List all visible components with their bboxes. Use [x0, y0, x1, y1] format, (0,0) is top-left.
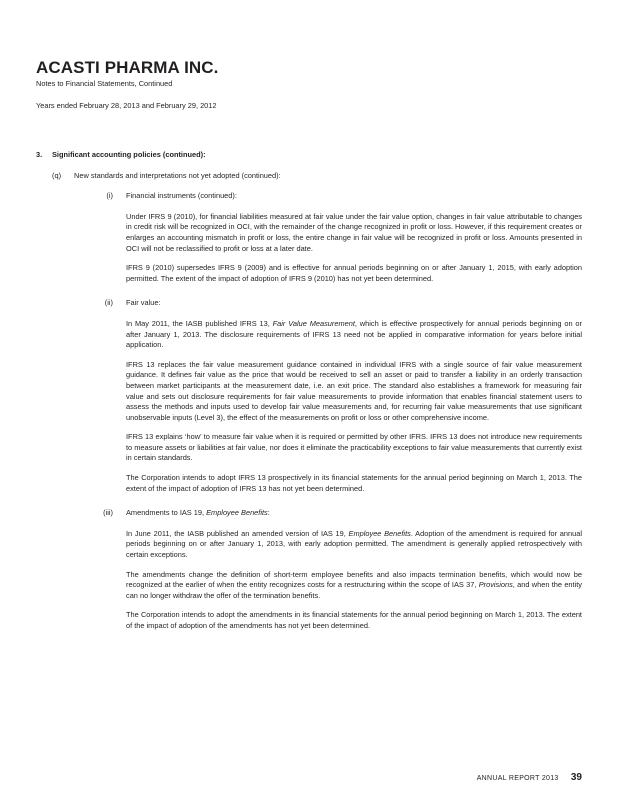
paragraph	[36, 529, 582, 561]
item-heading	[36, 298, 582, 309]
paragraph: IFRS 13 replaces the fair value measurement guidance contained in individual IFRS with a single source of fair value measurement guidance. It defines fair value as the price that would be received to sell an asset or paid to transfer a liability in an orderly transaction between market participants at the measurement date, i.e. an exit price. The standard also establishes a framework for measuring fair value and sets out disclosure requirements for fair value measurements to provide information that enables financial statement users to assess the methods and inputs used to develop fair value measurements and, for recurring fair value measurements that use significant unobservable inputs (Level 3), the effect of the measurements on profit or loss or other comprehensive income.	[126, 359, 582, 422]
paragraph: Under IFRS 9 (2010), for financial liabilities measured at fair value under the fair value option, changes in fair value attributable to changes in credit risk will be recognized in OCI, with the remainder of the change recognized in profit or loss. However, if this requirement creates or enlarges an accounting mismatch in profit or loss, the entire change in fair value will be recognized in profit or loss. Amounts presented in OCI will not be reclassified to profit or loss at a later date.	[126, 211, 582, 253]
period-line: Years ended February 28, 2013 and February 29, 2012	[36, 101, 217, 110]
text-run: In June 2011, the IASB published an amended version of IAS 19,	[126, 528, 349, 538]
emphasis: Provisions	[478, 580, 513, 590]
paragraph: IFRS 13 explains ‘how’ to measure fair value when it is required or permitted by other IFRS. IFRS 13 does not introduce new requirements to measure assets or liabilities at fair value, nor does it eliminate the practicability exceptions to fair value measurements that currently exist in certain standards.	[126, 432, 582, 463]
paragraph: The Corporation intends to adopt IFRS 13 prospectively in its financial statements for the annual period beginning on March 1, 2013. The extent of the impact of adoption of IFRS 13 has not yet been determined.	[126, 473, 582, 493]
item-number: (ii)	[104, 298, 113, 308]
item-heading	[36, 508, 582, 519]
paragraph: IFRS 9 (2010) supersedes IFRS 9 (2009) and is effective for annual periods beginning on or after January 1, 2015, with early adoption permitted. The extent of the impact of adoption of IFRS 9 (2010) has not yet been determined.	[126, 263, 582, 283]
paragraph	[36, 319, 582, 351]
paragraph	[36, 570, 582, 602]
emphasis: Employee Benefits	[206, 508, 268, 518]
section-heading	[36, 150, 582, 161]
text-run: , which is effective prospectively for annual periods beginning on or after January 1, 2013. The disclosure requirements of IFRS 13 need not be applied in comparative information for years before initial application.	[126, 318, 582, 350]
item-number: (iii)	[103, 508, 113, 518]
report-year: 2013	[541, 775, 559, 782]
emphasis: Fair Value Measurement	[272, 318, 355, 328]
section-number: 3.	[36, 150, 43, 159]
section-title: Significant accounting policies (continued):	[52, 150, 206, 159]
text-run: Amendments to IAS 19,	[126, 508, 207, 518]
report-label: ANNUAL REPORT	[476, 775, 540, 782]
text-run: The amendments change the definition of short-term employee benefits and also impacts termination benefits, which would now be recognized at the earlier of when the entity recognizes costs for a restructuring within the scope of IAS 37,	[126, 569, 582, 590]
subsection-title: New standards and interpretations not yet adopted (continued):	[74, 170, 281, 180]
text-run: , and when the entity can no longer withdraw the offer of the termination benefits.	[126, 580, 582, 600]
notes-body	[36, 150, 582, 641]
paragraph: The Corporation intends to adopt the amendments in its financial statements for the annual period beginning on March 1, 2013. The extent of the impact of adoption of the amendments has not yet been determined.	[126, 610, 582, 630]
item-title: Fair value:	[126, 298, 161, 308]
page-number: 39	[570, 772, 582, 783]
company-name: ACASTI PHARMA INC.	[36, 58, 219, 77]
item-number: (i)	[106, 191, 113, 201]
page-footer	[477, 772, 582, 783]
subsection-number: (q)	[52, 170, 62, 180]
text-run: . Adoption of the amendment is required for annual periods beginning on or after January 1, 2013, with early adoption permitted. The amendment is generally applied retrospectively with certain exceptions.	[126, 528, 583, 560]
text-run: In May 2011, the IASB published IFRS 13,	[126, 318, 273, 328]
emphasis: Employee Benefits	[348, 528, 411, 538]
item-title	[126, 508, 270, 519]
item-heading	[36, 191, 582, 202]
item-title: Financial instruments (continued):	[126, 191, 237, 201]
text-run: :	[267, 508, 270, 518]
statement-subtitle: Notes to Financial Statements, Continued	[36, 79, 173, 88]
subsection-heading	[36, 171, 582, 182]
